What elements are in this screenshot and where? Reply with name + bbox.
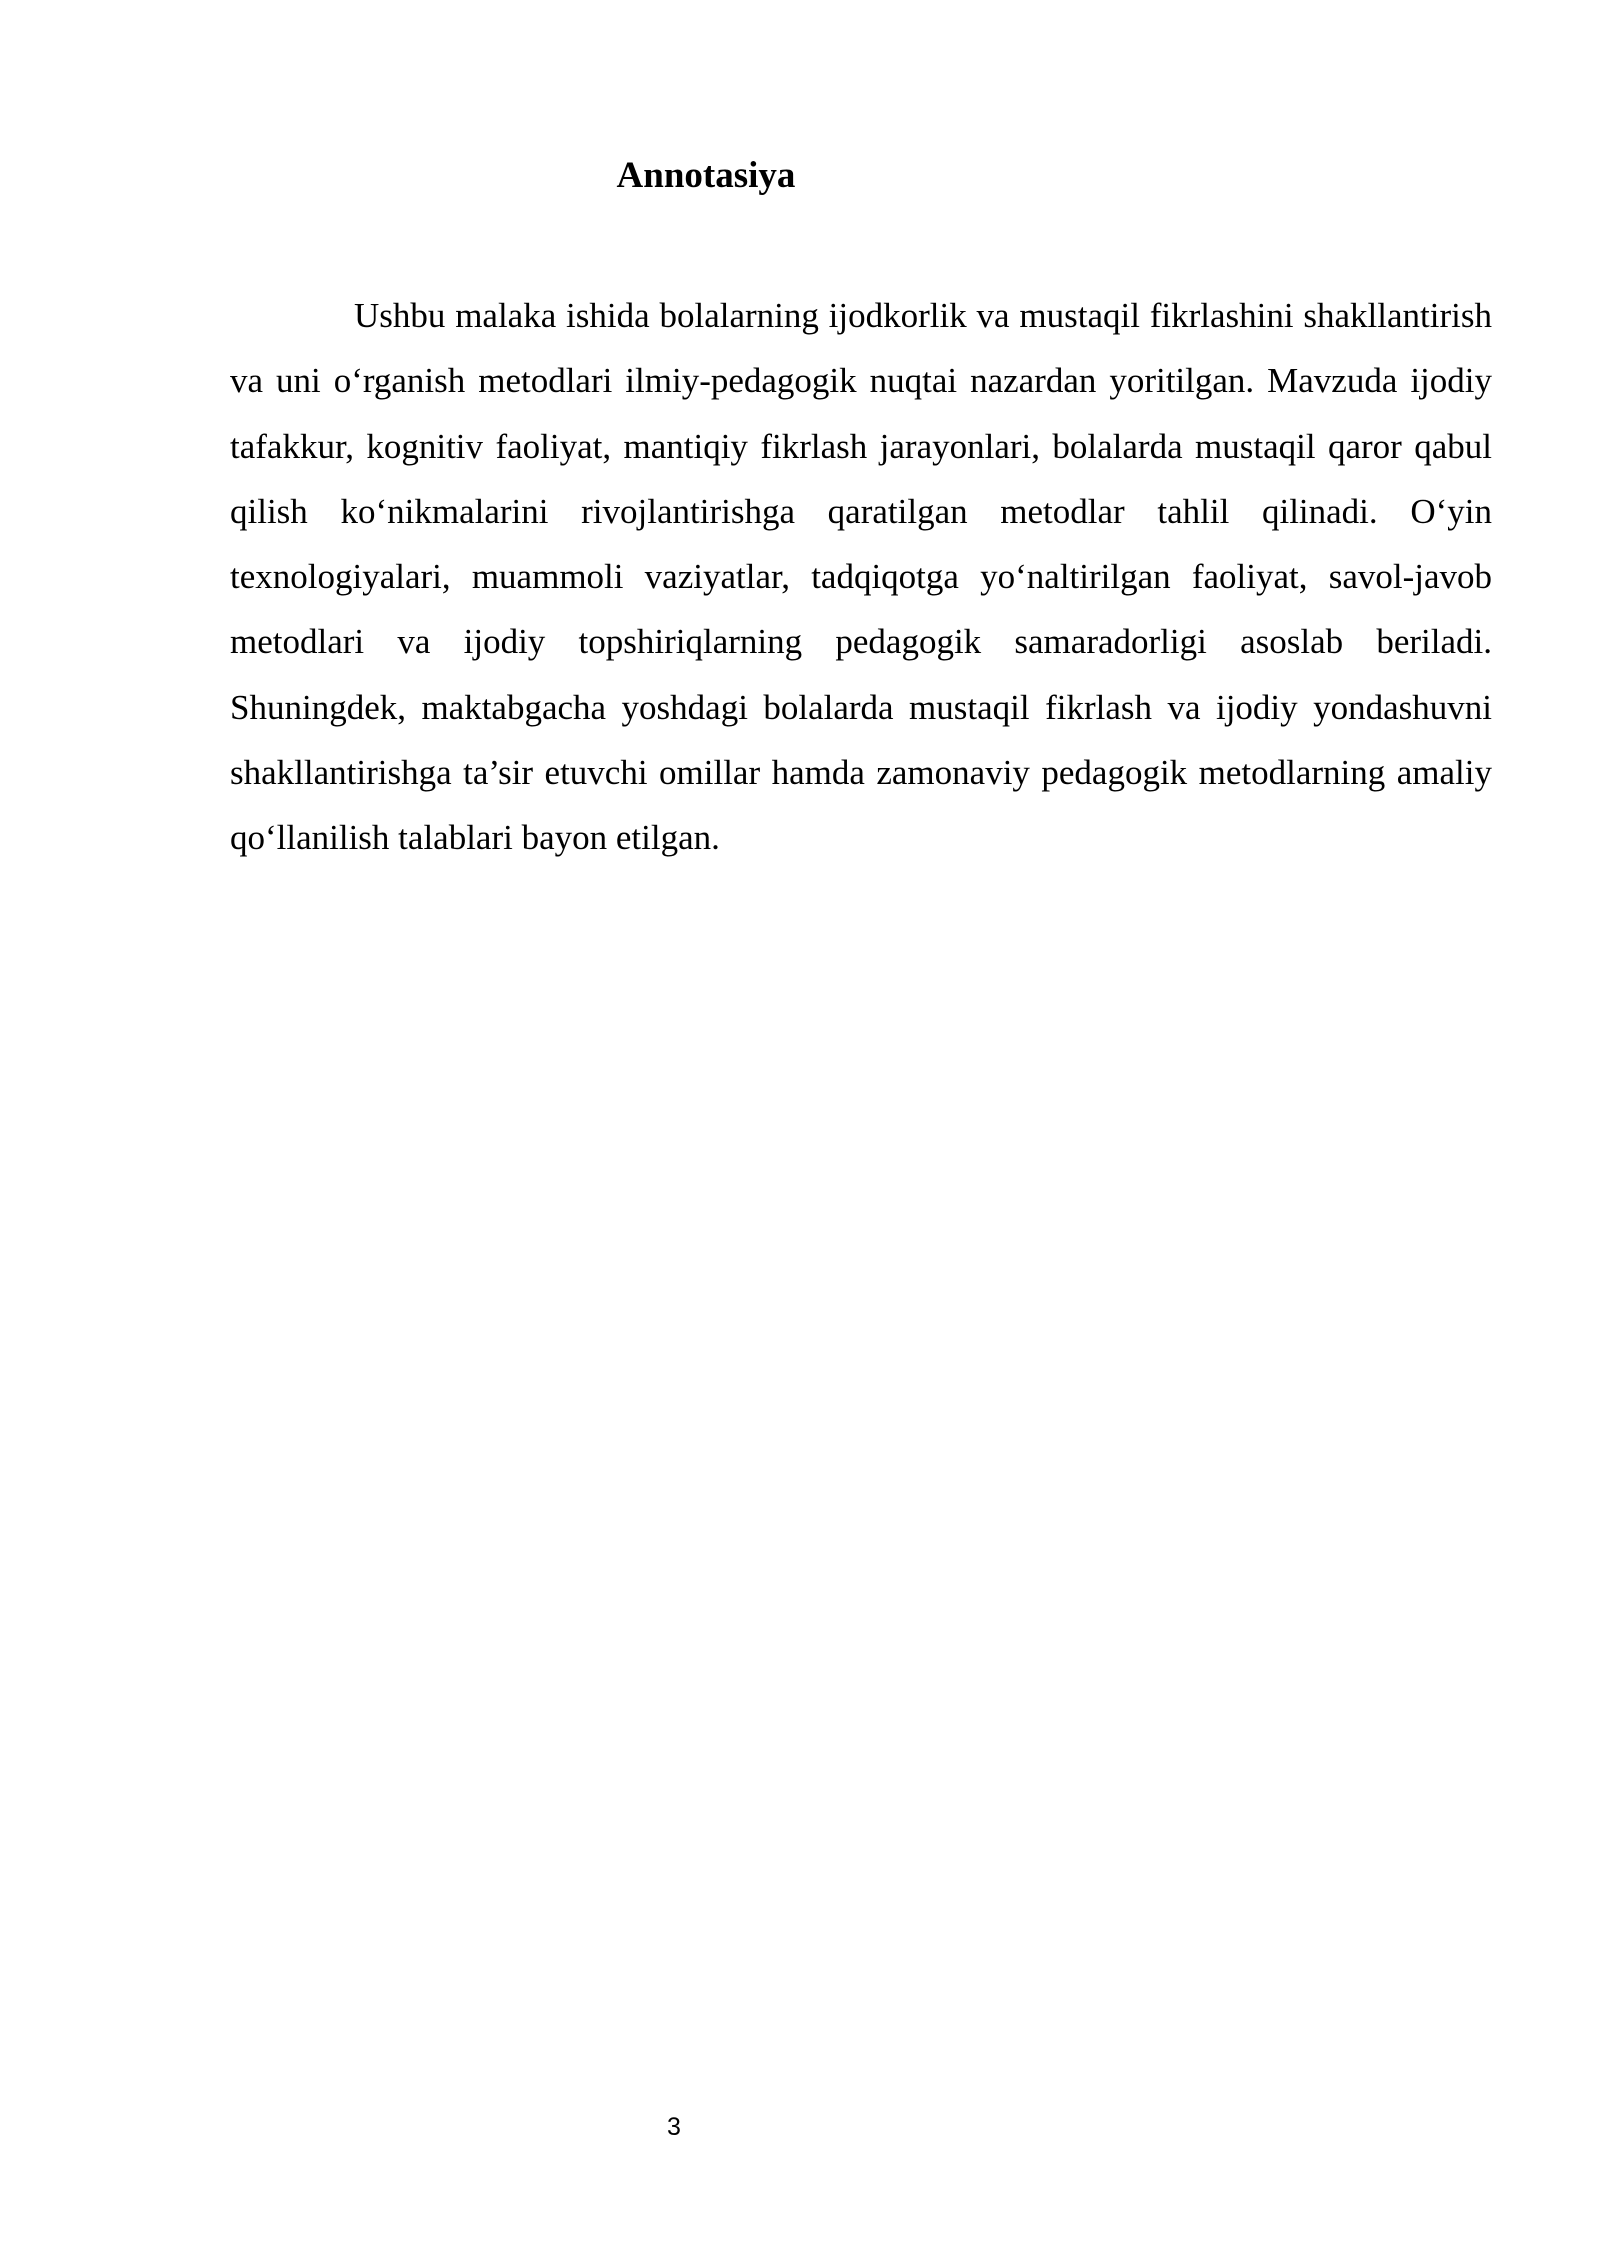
annotation-paragraph: Ushbu malaka ishida bolalarning ijodkorlik va mustaqil fikrlashini shakllantirish va uni o‘rganish metodlari ilmiy-pedagogik nuqtai nazardan yoritilgan. Mavzuda ijodiy tafakkur, kognitiv faoliyat, mantiqiy fikrlash jarayonlari, bolalarda mustaqil qaror qabul qilish ko‘nikmalarini rivojlantirishga qaratilgan metodlar tahlil qilinadi. O‘yin texnologiyalari, muammoli vaziyatlar, tadqiqotga yo‘naltirilgan faoliyat, savol-javob metodlari va ijodiy topshiriqlarning pedagogik samaradorligi asoslab beriladi. Shuningdek, maktabgacha yoshdagi bolalarda mustaqil fikrlash va ijodiy yondashuvni shakllantirishga ta’sir etuvchi omillar hamda zamonaviy pedagogik metodlarning amaliy qo‘llanilish talablari bayon etilgan.	[230, 296, 1492, 858]
page-number: 3	[667, 2113, 681, 2141]
page-title: Annotasiya	[616, 155, 796, 196]
